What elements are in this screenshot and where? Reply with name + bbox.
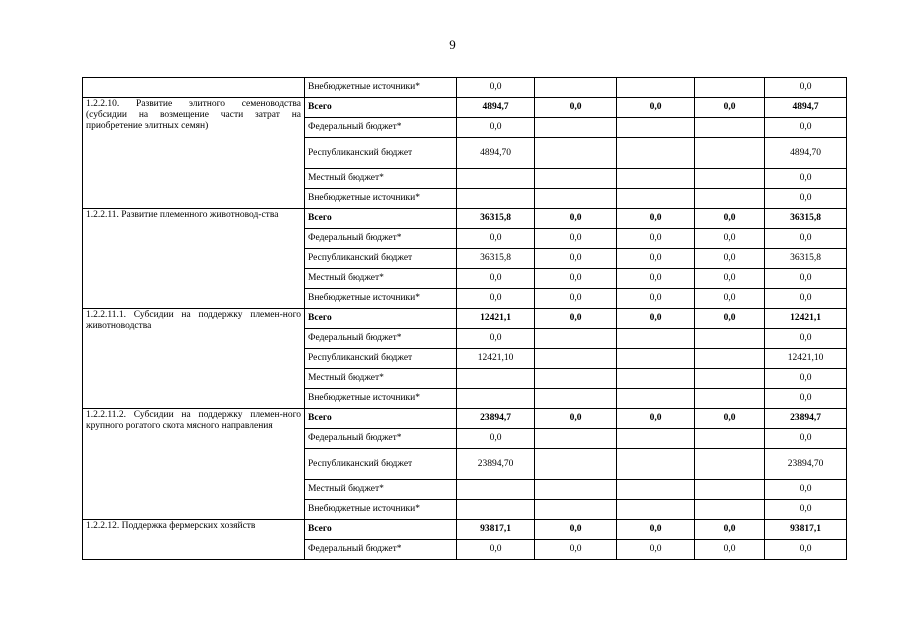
funding-source-cell: Федеральный бюджет* xyxy=(305,229,457,249)
amount-cell: 0,0 xyxy=(535,309,617,329)
amount-cell: 0,0 xyxy=(535,249,617,269)
amount-cell: 0,0 xyxy=(765,480,847,500)
amount-cell xyxy=(535,349,617,369)
amount-cell xyxy=(695,189,765,209)
amount-cell: 0,0 xyxy=(457,329,535,349)
amount-cell xyxy=(695,429,765,449)
amount-cell: 0,0 xyxy=(695,209,765,229)
amount-cell: 12421,10 xyxy=(457,349,535,369)
funding-source-cell: Федеральный бюджет* xyxy=(305,329,457,349)
amount-cell xyxy=(535,169,617,189)
amount-cell xyxy=(457,369,535,389)
amount-cell xyxy=(535,389,617,409)
amount-cell: 0,0 xyxy=(457,229,535,249)
funding-source-cell: Местный бюджет* xyxy=(305,169,457,189)
amount-cell: 0,0 xyxy=(617,520,695,540)
amount-cell xyxy=(617,389,695,409)
funding-source-cell: Местный бюджет* xyxy=(305,480,457,500)
amount-cell xyxy=(695,480,765,500)
budget-table xyxy=(82,77,847,560)
amount-cell xyxy=(617,138,695,169)
amount-cell: 0,0 xyxy=(617,249,695,269)
amount-cell: 0,0 xyxy=(695,98,765,118)
amount-cell: 0,0 xyxy=(617,289,695,309)
funding-source-cell: Республиканский бюджет xyxy=(305,349,457,369)
funding-source-cell: Республиканский бюджет xyxy=(305,449,457,480)
amount-cell xyxy=(457,189,535,209)
amount-cell xyxy=(617,480,695,500)
amount-cell xyxy=(457,480,535,500)
amount-cell: 0,0 xyxy=(535,98,617,118)
amount-cell: 23894,7 xyxy=(457,409,535,429)
amount-cell xyxy=(535,480,617,500)
amount-cell: 0,0 xyxy=(535,229,617,249)
amount-cell: 4894,7 xyxy=(457,98,535,118)
amount-cell: 0,0 xyxy=(535,289,617,309)
funding-source-cell: Всего xyxy=(305,409,457,429)
funding-source-cell: Внебюджетные источники* xyxy=(305,500,457,520)
amount-cell xyxy=(617,118,695,138)
amount-cell: 0,0 xyxy=(695,540,765,560)
amount-cell xyxy=(695,118,765,138)
amount-cell: 0,0 xyxy=(765,429,847,449)
amount-cell: 0,0 xyxy=(695,229,765,249)
amount-cell xyxy=(695,369,765,389)
amount-cell: 0,0 xyxy=(765,169,847,189)
measure-name-cell: 1.2.2.12. Поддержка фермерских хозяйств xyxy=(83,520,305,560)
amount-cell: 0,0 xyxy=(617,229,695,249)
table-row xyxy=(83,309,847,329)
amount-cell xyxy=(457,169,535,189)
amount-cell: 0,0 xyxy=(535,269,617,289)
amount-cell: 0,0 xyxy=(765,329,847,349)
amount-cell xyxy=(535,118,617,138)
funding-source-cell: Всего xyxy=(305,309,457,329)
amount-cell: 0,0 xyxy=(765,289,847,309)
amount-cell: 23894,70 xyxy=(765,449,847,480)
measure-name-cell xyxy=(83,78,305,98)
amount-cell: 0,0 xyxy=(765,78,847,98)
amount-cell xyxy=(617,369,695,389)
table-row xyxy=(83,520,847,540)
measure-name-cell: 1.2.2.11. Развитие племенного животновод-ства xyxy=(83,209,305,309)
amount-cell: 36315,8 xyxy=(457,249,535,269)
funding-source-cell: Местный бюджет* xyxy=(305,369,457,389)
amount-cell: 0,0 xyxy=(457,118,535,138)
amount-cell xyxy=(535,189,617,209)
amount-cell: 0,0 xyxy=(457,429,535,449)
amount-cell: 0,0 xyxy=(765,500,847,520)
amount-cell: 0,0 xyxy=(695,520,765,540)
funding-source-cell: Всего xyxy=(305,209,457,229)
amount-cell: 0,0 xyxy=(695,249,765,269)
amount-cell: 0,0 xyxy=(535,520,617,540)
amount-cell xyxy=(617,78,695,98)
amount-cell: 0,0 xyxy=(617,309,695,329)
amount-cell: 0,0 xyxy=(617,269,695,289)
amount-cell xyxy=(617,449,695,480)
funding-source-cell: Федеральный бюджет* xyxy=(305,540,457,560)
amount-cell xyxy=(695,500,765,520)
amount-cell: 0,0 xyxy=(765,389,847,409)
funding-source-cell: Всего xyxy=(305,98,457,118)
table-row xyxy=(83,78,847,98)
funding-source-cell: Внебюджетные источники* xyxy=(305,389,457,409)
measure-name-cell: 1.2.2.11.1. Субсидии на поддержку племен-ного животноводства xyxy=(83,309,305,409)
amount-cell: 36315,8 xyxy=(765,209,847,229)
amount-cell: 23894,7 xyxy=(765,409,847,429)
amount-cell: 4894,70 xyxy=(765,138,847,169)
amount-cell: 0,0 xyxy=(617,409,695,429)
amount-cell: 36315,8 xyxy=(457,209,535,229)
amount-cell xyxy=(617,329,695,349)
amount-cell: 4894,70 xyxy=(457,138,535,169)
amount-cell xyxy=(535,138,617,169)
amount-cell: 36315,8 xyxy=(765,249,847,269)
amount-cell: 0,0 xyxy=(695,289,765,309)
amount-cell xyxy=(617,189,695,209)
amount-cell xyxy=(535,500,617,520)
amount-cell: 0,0 xyxy=(457,289,535,309)
table-row xyxy=(83,98,847,118)
amount-cell: 0,0 xyxy=(765,229,847,249)
amount-cell: 0,0 xyxy=(535,540,617,560)
amount-cell: 0,0 xyxy=(535,409,617,429)
amount-cell xyxy=(535,78,617,98)
amount-cell: 0,0 xyxy=(535,209,617,229)
amount-cell: 0,0 xyxy=(695,309,765,329)
amount-cell: 4894,7 xyxy=(765,98,847,118)
amount-cell: 12421,10 xyxy=(765,349,847,369)
amount-cell: 0,0 xyxy=(617,98,695,118)
amount-cell xyxy=(695,389,765,409)
funding-source-cell: Федеральный бюджет* xyxy=(305,118,457,138)
funding-source-cell: Местный бюджет* xyxy=(305,269,457,289)
amount-cell xyxy=(535,369,617,389)
amount-cell xyxy=(617,429,695,449)
measure-name-cell: 1.2.2.10. Развитие элитного семеноводства (субсидии на возмещение части затрат на приобретение элитных семян) xyxy=(83,98,305,209)
funding-source-cell: Внебюджетные источники* xyxy=(305,189,457,209)
amount-cell: 0,0 xyxy=(695,409,765,429)
amount-cell xyxy=(535,449,617,480)
amount-cell: 0,0 xyxy=(765,269,847,289)
amount-cell xyxy=(457,389,535,409)
funding-source-cell: Федеральный бюджет* xyxy=(305,429,457,449)
amount-cell: 0,0 xyxy=(457,269,535,289)
amount-cell: 93817,1 xyxy=(765,520,847,540)
amount-cell: 12421,1 xyxy=(457,309,535,329)
funding-source-cell: Внебюджетные источники* xyxy=(305,78,457,98)
amount-cell: 23894,70 xyxy=(457,449,535,480)
amount-cell xyxy=(695,329,765,349)
amount-cell: 0,0 xyxy=(457,78,535,98)
funding-source-cell: Внебюджетные источники* xyxy=(305,289,457,309)
amount-cell: 0,0 xyxy=(617,209,695,229)
table-row xyxy=(83,209,847,229)
amount-cell: 0,0 xyxy=(765,189,847,209)
amount-cell: 0,0 xyxy=(765,369,847,389)
amount-cell: 0,0 xyxy=(617,540,695,560)
funding-source-cell: Республиканский бюджет xyxy=(305,138,457,169)
funding-source-cell: Республиканский бюджет xyxy=(305,249,457,269)
amount-cell xyxy=(695,138,765,169)
page-number: 9 xyxy=(449,37,456,52)
amount-cell xyxy=(695,78,765,98)
measure-name-cell: 1.2.2.11.2. Субсидии на поддержку племен-ного крупного рогатого скота мясного направления xyxy=(83,409,305,520)
amount-cell: 0,0 xyxy=(765,540,847,560)
amount-cell: 12421,1 xyxy=(765,309,847,329)
funding-source-cell: Всего xyxy=(305,520,457,540)
amount-cell: 93817,1 xyxy=(457,520,535,540)
amount-cell xyxy=(457,500,535,520)
amount-cell: 0,0 xyxy=(457,540,535,560)
amount-cell: 0,0 xyxy=(765,118,847,138)
amount-cell xyxy=(617,169,695,189)
amount-cell xyxy=(695,169,765,189)
amount-cell xyxy=(695,449,765,480)
amount-cell xyxy=(695,349,765,369)
amount-cell: 0,0 xyxy=(695,269,765,289)
amount-cell xyxy=(535,329,617,349)
table-row xyxy=(83,409,847,429)
amount-cell xyxy=(535,429,617,449)
amount-cell xyxy=(617,500,695,520)
amount-cell xyxy=(617,349,695,369)
